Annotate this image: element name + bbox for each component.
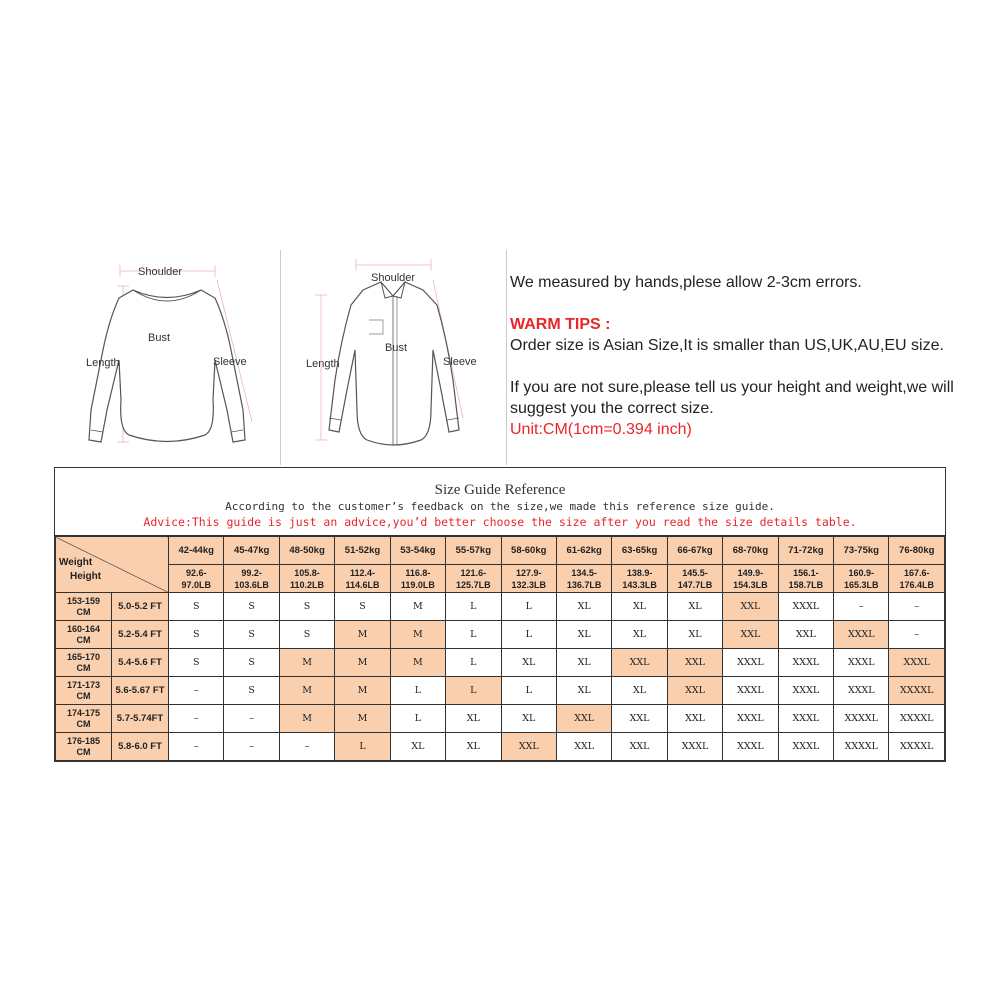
weight-kg-header: 73-75kg — [834, 537, 889, 565]
size-cell: XL — [667, 593, 722, 621]
weight-lb-header — [390, 565, 445, 593]
shoulder-label: Shoulder — [138, 266, 183, 278]
size-cell: XXXL — [723, 649, 778, 677]
size-cell: M — [279, 705, 334, 733]
sleeve-label: Sleeve — [213, 356, 247, 368]
sleeve-label: Sleeve — [443, 356, 477, 368]
weight-kg-header: 58-60kg — [501, 537, 556, 565]
size-cell: M — [335, 677, 390, 705]
weight-height-corner — [56, 537, 169, 593]
weight-lb-line: 116.8- — [405, 567, 431, 578]
weight-kg-header: 55-57kg — [446, 537, 501, 565]
weight-kg-header: 45-47kg — [224, 537, 279, 565]
unit-note: Unit:CM(1cm=0.394 inch) — [510, 421, 692, 438]
weight-lb-line: 176.4LB — [899, 579, 934, 590]
size-cell: XL — [667, 621, 722, 649]
weight-lb-line: 119.0LB — [400, 579, 435, 590]
size-cell: L — [390, 677, 445, 705]
size-cell: M — [390, 593, 445, 621]
height-ft-cell: 5.7-5.74FT — [112, 705, 169, 733]
size-cell: XXXL — [834, 621, 889, 649]
height-cm-line: 153-159 — [66, 595, 101, 606]
weight-lb-line: 132.3LB — [511, 579, 546, 590]
size-cell: XL — [612, 621, 667, 649]
size-cell: XXXL — [834, 677, 889, 705]
height-cm-line: CM — [76, 634, 91, 645]
size-cell: S — [279, 621, 334, 649]
weight-lb-line: 136.7LB — [566, 579, 602, 590]
guide-subtitle: According to the customer’s feedback on the size,we made this reference size guide. — [225, 500, 775, 513]
weight-lb-line: 121.6- — [460, 567, 487, 578]
size-cell: XXL — [723, 593, 778, 621]
weight-lb-header — [169, 565, 224, 593]
guide-advice: Advice:This guide is just an advice,you’d better choose the size after you read the size details table. — [143, 515, 857, 529]
weight-kg-header: 71-72kg — [778, 537, 833, 565]
size-cell: XL — [501, 649, 556, 677]
size-cell: XL — [501, 705, 556, 733]
length-label: Length — [86, 357, 120, 369]
size-row — [56, 733, 945, 761]
height-cm-line: CM — [76, 718, 91, 729]
height-cm-cell — [56, 649, 112, 677]
height-cm-cell — [56, 593, 112, 621]
shirt-diagram — [280, 250, 507, 465]
size-table-body — [56, 537, 945, 761]
size-cell: XXL — [667, 677, 722, 705]
weight-lb-header — [501, 565, 556, 593]
height-cm-line: 174-175 — [66, 707, 101, 718]
height-cm-line: CM — [76, 690, 91, 701]
size-cell: XL — [612, 677, 667, 705]
size-cell: S — [169, 649, 224, 677]
size-cell: S — [169, 593, 224, 621]
weight-lb-line: 99.2- — [241, 567, 262, 578]
weight-lb-header — [335, 565, 390, 593]
size-cell: XXXL — [834, 649, 889, 677]
size-cell: XXXXL — [889, 677, 945, 705]
size-cell: XXL — [556, 733, 611, 761]
weight-lb-line: 145.5- — [682, 567, 708, 578]
weight-lb-header — [889, 565, 945, 593]
height-ft-cell: 5.8-6.0 FT — [112, 733, 169, 761]
size-cell: S — [224, 649, 279, 677]
height-cm-cell — [56, 705, 112, 733]
weight-kg-header: 76-80kg — [889, 537, 945, 565]
size-cell: S — [224, 621, 279, 649]
size-cell: XXL — [723, 621, 778, 649]
height-cm-line: 176-185 — [66, 735, 101, 746]
weight-lb-line: 134.5- — [571, 567, 597, 578]
weight-lb-line: 147.7LB — [677, 579, 713, 590]
size-cell: XXXL — [723, 705, 778, 733]
size-cell: XXL — [778, 621, 833, 649]
size-cell: – — [834, 593, 889, 621]
weight-kg-header: 42-44kg — [169, 537, 224, 565]
weight-kg-header: 63-65kg — [612, 537, 667, 565]
size-cell: M — [279, 649, 334, 677]
height-cm-line: 171-173 — [66, 679, 101, 690]
weight-kg-row — [56, 537, 945, 565]
weight-lb-line: 167.6- — [903, 567, 930, 578]
size-cell: XXL — [667, 705, 722, 733]
length-label: Length — [306, 358, 340, 370]
measurement-notes — [510, 272, 990, 440]
weight-lb-header — [224, 565, 279, 593]
size-cell: XXXL — [778, 705, 833, 733]
weight-lb-line: 127.9- — [515, 567, 542, 578]
height-cm-line: 160-164 — [66, 623, 101, 634]
size-row — [56, 677, 945, 705]
size-cell: XL — [446, 733, 501, 761]
weight-lb-header — [834, 565, 889, 593]
size-cell: L — [501, 621, 556, 649]
size-cell: XXXXL — [834, 733, 889, 761]
size-table — [55, 536, 945, 761]
size-cell: L — [390, 705, 445, 733]
size-cell: XL — [446, 705, 501, 733]
weight-lb-line: 97.0LB — [181, 579, 211, 590]
height-cm-line: CM — [76, 606, 91, 617]
size-cell: S — [279, 593, 334, 621]
weight-lb-line: 160.9- — [848, 567, 875, 578]
size-cell: M — [390, 649, 445, 677]
weight-lb-line: 138.9- — [626, 567, 653, 578]
height-ft-cell: 5.6-5.67 FT — [112, 677, 169, 705]
size-cell: XXXL — [778, 593, 833, 621]
height-cm-cell — [56, 733, 112, 761]
weight-lb-line: 92.6- — [185, 567, 207, 578]
size-cell: M — [335, 649, 390, 677]
size-cell: XXXL — [667, 733, 722, 761]
weight-kg-header: 68-70kg — [723, 537, 778, 565]
height-cm-cell — [56, 621, 112, 649]
size-cell: XXL — [667, 649, 722, 677]
weight-lb-line: 165.3LB — [844, 579, 879, 590]
size-cell: XXXL — [723, 677, 778, 705]
weight-kg-header: 53-54kg — [390, 537, 445, 565]
guide-header — [55, 468, 945, 536]
height-corner-label: Height — [70, 571, 102, 582]
weight-lb-line: 154.3LB — [733, 579, 768, 590]
size-cell: S — [335, 593, 390, 621]
height-ft-cell: 5.0-5.2 FT — [112, 593, 169, 621]
weight-kg-header: 48-50kg — [279, 537, 334, 565]
size-cell: XXXXL — [889, 705, 945, 733]
size-cell: – — [224, 733, 279, 761]
size-cell: M — [335, 705, 390, 733]
size-row — [56, 649, 945, 677]
weight-lb-header — [667, 565, 722, 593]
size-cell: XXL — [612, 705, 667, 733]
size-cell: XXL — [501, 733, 556, 761]
size-cell: L — [446, 593, 501, 621]
height-cm-line: CM — [76, 746, 91, 757]
size-cell: XL — [612, 593, 667, 621]
weight-lb-header — [556, 565, 611, 593]
weight-lb-line: 158.7LB — [788, 579, 824, 590]
size-cell: XXXL — [778, 649, 833, 677]
weight-lb-row — [56, 565, 945, 593]
weight-lb-line: 105.8- — [294, 567, 320, 578]
size-cell: XL — [556, 677, 611, 705]
size-cell: XXXL — [778, 733, 833, 761]
size-cell: XXXL — [723, 733, 778, 761]
size-row — [56, 621, 945, 649]
size-cell: L — [446, 621, 501, 649]
size-cell: XXXXL — [834, 705, 889, 733]
size-cell: XXL — [556, 705, 611, 733]
tshirt-diagram — [55, 250, 280, 465]
weight-lb-line: 125.7LB — [456, 579, 491, 590]
size-cell: L — [446, 677, 501, 705]
asian-size-note: Order size is Asian Size,It is smaller than US,UK,AU,EU size. — [510, 337, 944, 354]
weight-lb-line: 156.1- — [793, 567, 819, 578]
measured-note: We measured by hands,plese allow 2-3cm errors. — [510, 274, 862, 291]
size-cell: L — [501, 677, 556, 705]
size-cell: L — [501, 593, 556, 621]
size-cell: XXXXL — [889, 733, 945, 761]
height-ft-cell: 5.2-5.4 FT — [112, 621, 169, 649]
weight-lb-line: 114.6LB — [345, 579, 380, 590]
size-guide — [54, 467, 946, 762]
height-cm-cell — [56, 677, 112, 705]
size-cell: S — [224, 677, 279, 705]
weight-kg-header: 66-67kg — [667, 537, 722, 565]
weight-lb-line: 110.2LB — [290, 579, 325, 590]
size-cell: – — [169, 677, 224, 705]
height-cm-line: 165-170 — [66, 651, 101, 662]
guide-title: Size Guide Reference — [434, 482, 566, 498]
suggest-note: If you are not sure,please tell us your height and weight,we will suggest you the correct size. — [510, 379, 954, 417]
weight-lb-line: 112.4- — [349, 567, 375, 578]
weight-lb-line: 103.6LB — [234, 579, 269, 590]
weight-corner-label: Weight — [59, 557, 93, 568]
size-cell: L — [335, 733, 390, 761]
size-cell: S — [224, 593, 279, 621]
weight-lb-line: 143.3LB — [622, 579, 657, 590]
weight-kg-header: 51-52kg — [335, 537, 390, 565]
size-cell: L — [446, 649, 501, 677]
size-cell: – — [279, 733, 334, 761]
weight-lb-header — [612, 565, 667, 593]
size-cell: XXL — [612, 649, 667, 677]
weight-lb-line: 149.9- — [737, 567, 764, 578]
weight-lb-header — [279, 565, 334, 593]
weight-lb-header — [446, 565, 501, 593]
weight-kg-header: 61-62kg — [556, 537, 611, 565]
size-cell: XL — [390, 733, 445, 761]
size-cell: XL — [556, 621, 611, 649]
size-cell: M — [390, 621, 445, 649]
size-cell: XXL — [612, 733, 667, 761]
size-cell: – — [889, 593, 945, 621]
size-cell: XXXL — [889, 649, 945, 677]
size-cell: XXXL — [778, 677, 833, 705]
shoulder-label: Shoulder — [371, 272, 416, 284]
bust-label: Bust — [148, 332, 171, 344]
size-cell: M — [279, 677, 334, 705]
height-ft-cell: 5.4-5.6 FT — [112, 649, 169, 677]
size-cell: XL — [556, 593, 611, 621]
size-cell: – — [889, 621, 945, 649]
size-cell: – — [169, 733, 224, 761]
size-cell: M — [335, 621, 390, 649]
size-cell: – — [169, 705, 224, 733]
size-row — [56, 593, 945, 621]
weight-lb-header — [778, 565, 833, 593]
size-cell: XL — [556, 649, 611, 677]
size-cell: – — [224, 705, 279, 733]
warm-tips-title: WARM TIPS : — [510, 316, 611, 333]
weight-lb-header — [723, 565, 778, 593]
bust-label: Bust — [385, 342, 408, 354]
size-row — [56, 705, 945, 733]
height-cm-line: CM — [76, 662, 91, 673]
size-cell: S — [169, 621, 224, 649]
